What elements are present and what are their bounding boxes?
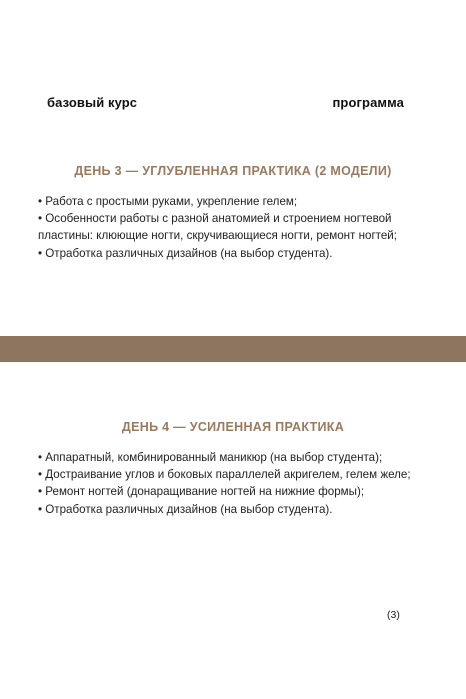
page-number: (3) bbox=[387, 609, 400, 621]
list-item: • Достраивание углов и боковых параллелей акригелем, гелем желе; bbox=[38, 468, 411, 482]
day3-title: ДЕНЬ 3 — УГЛУБЛЕННАЯ ПРАКТИКА (2 МОДЕЛИ) bbox=[74, 164, 392, 178]
list-item: • Ремонт ногтей (донаращивание ногтей на нижние формы); bbox=[38, 485, 365, 499]
list-item: • Отработка различных дизайнов (на выбор студента). bbox=[38, 246, 333, 260]
divider-band bbox=[0, 336, 466, 362]
list-item: • Отработка различных дизайнов (на выбор студента). bbox=[38, 502, 333, 516]
day4-list bbox=[38, 449, 428, 518]
list-item: • Особенности работы с разной анатомией и строением ногтевой пластины: клюющие ногти, скручивающиеся ногти, ремонт ногтей; bbox=[38, 212, 397, 243]
day3-list bbox=[38, 193, 428, 262]
program-label: программа bbox=[332, 95, 404, 110]
list-item: • Аппаратный, комбинированный маникюр (на выбор студента); bbox=[38, 451, 383, 464]
day4-title: ДЕНЬ 4 — УСИЛЕННАЯ ПРАКТИКА bbox=[121, 420, 345, 434]
list-item: • Работа с простыми руками, укрепление гелем; bbox=[38, 195, 298, 208]
course-label: базовый курс bbox=[47, 95, 138, 110]
